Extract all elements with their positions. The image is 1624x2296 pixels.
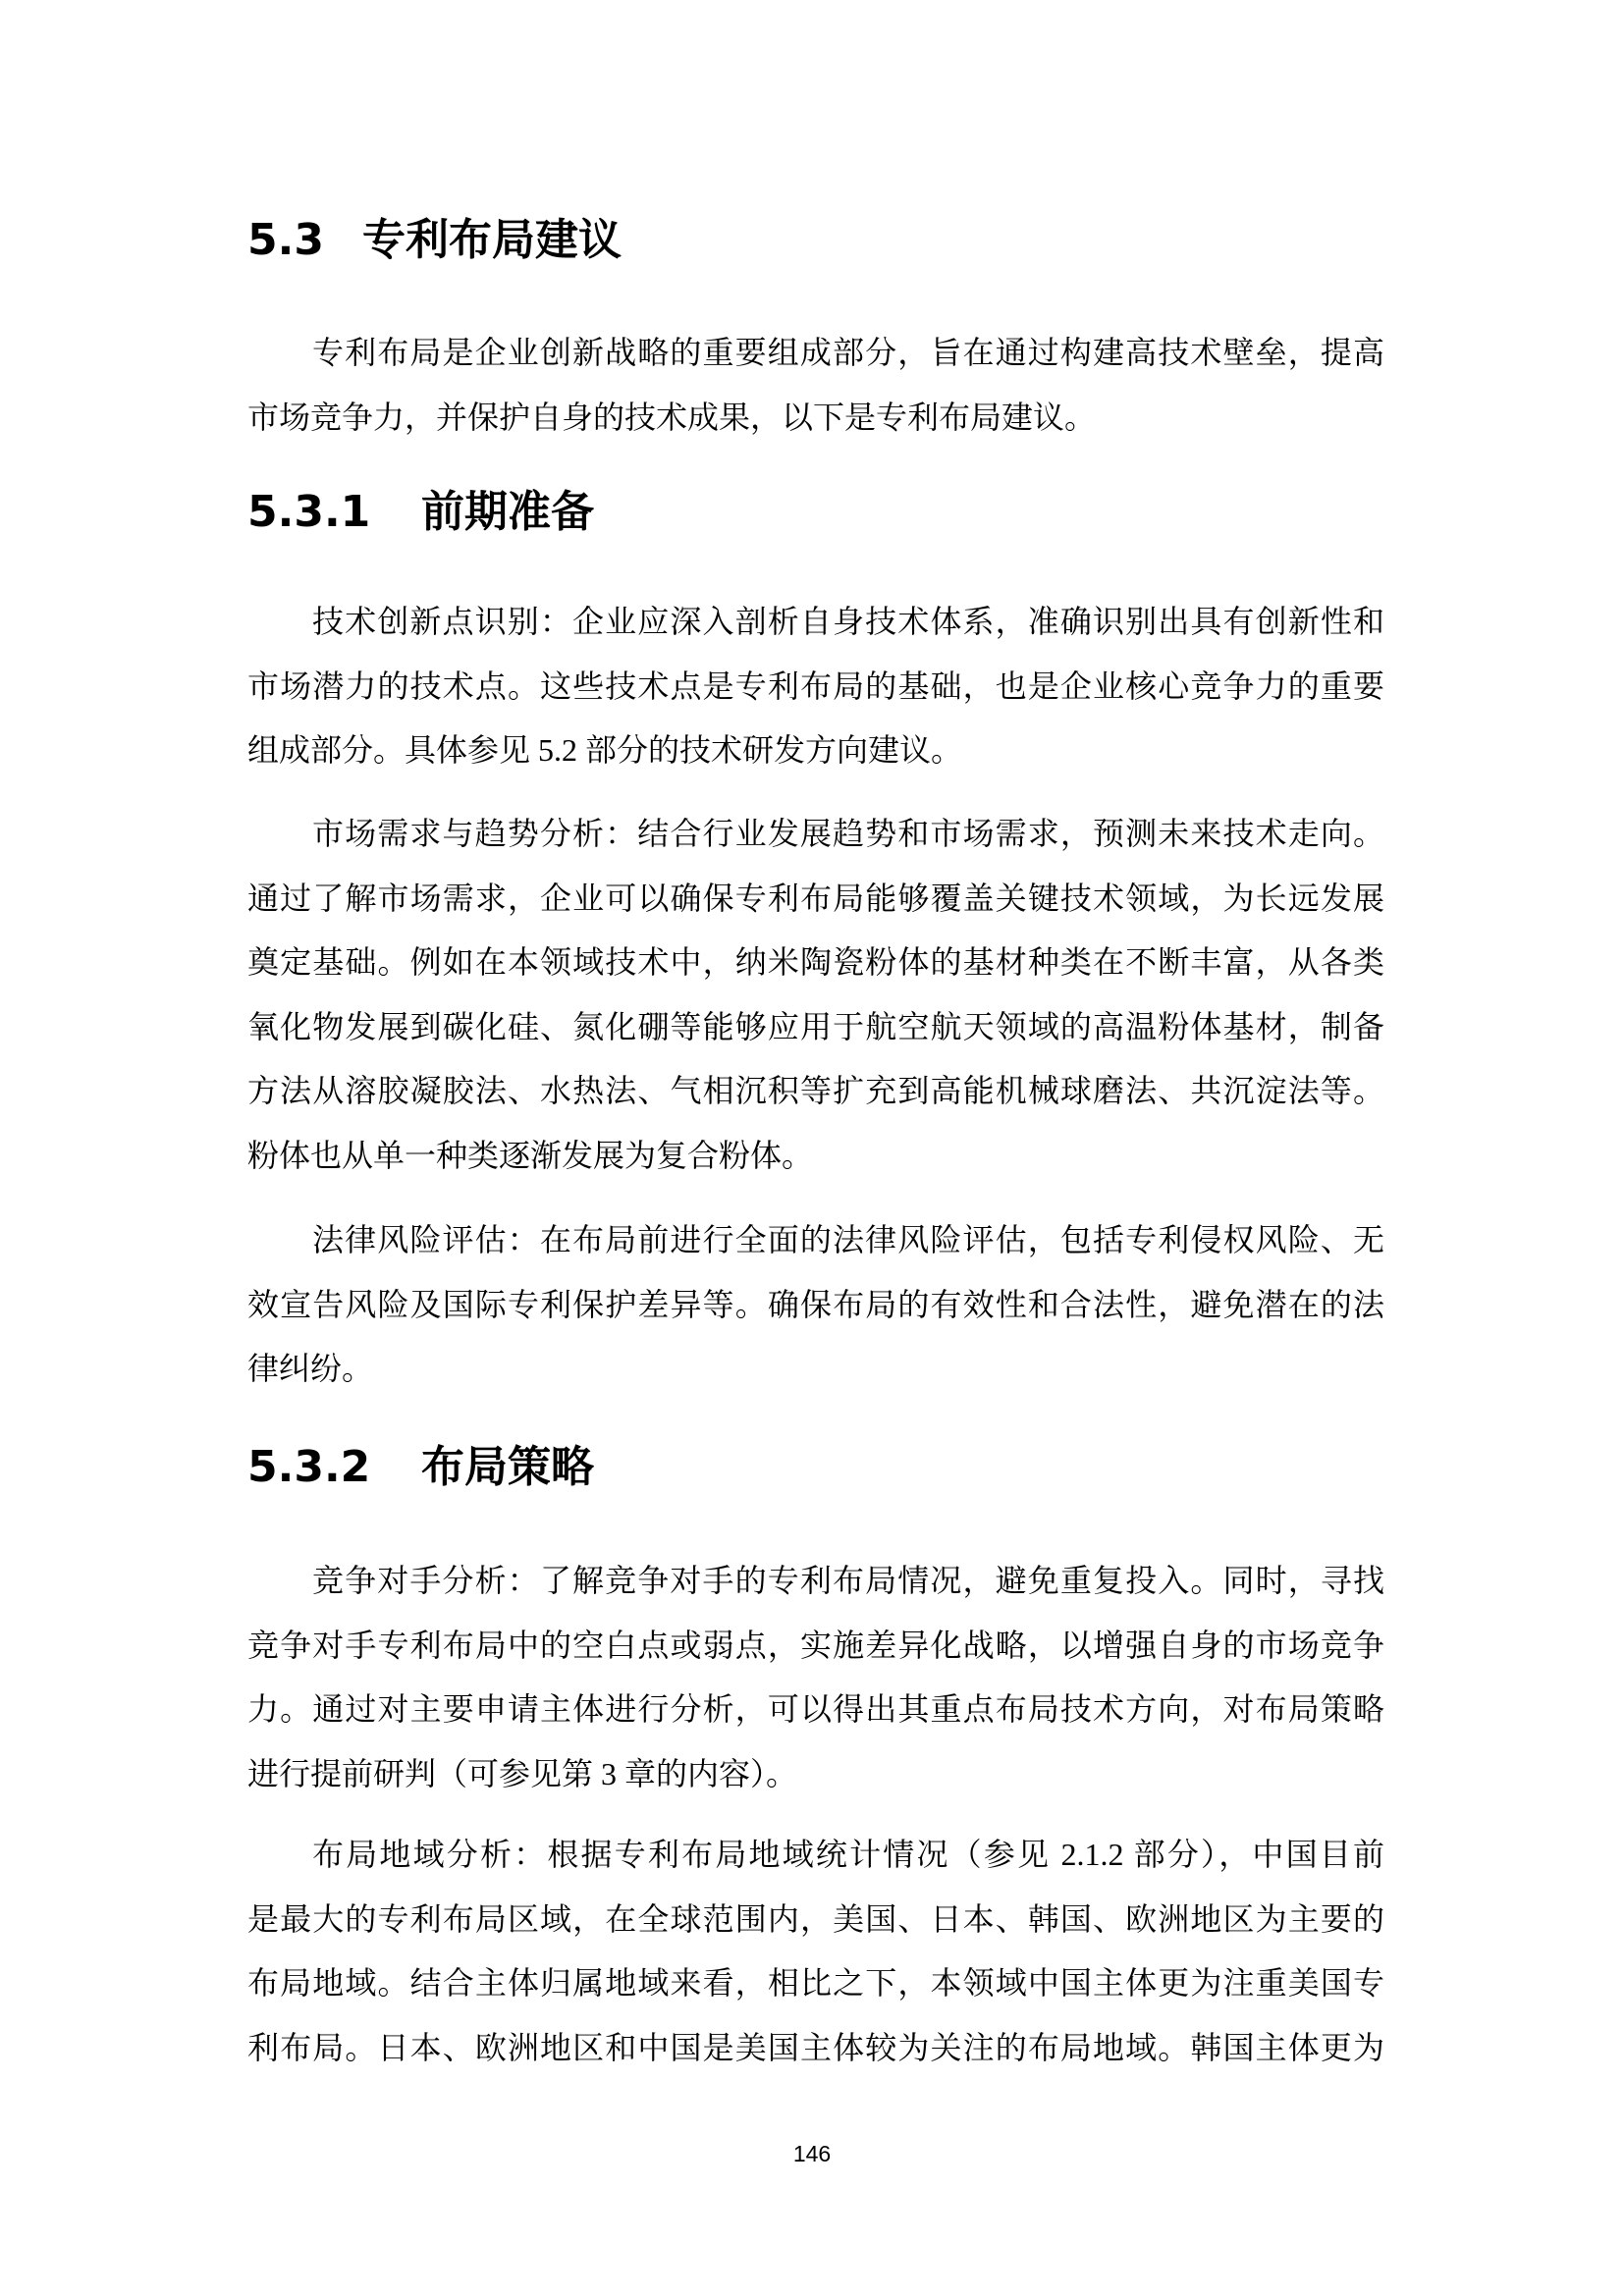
paragraph-line: 力。通过对主要申请主体进行分析，可以得出其重点布局技术方向，对布局策略 (247, 1691, 1384, 1727)
paragraph-line: 法律风险评估：在布局前进行全面的法律风险评估，包括专利侵权风险、无 (312, 1222, 1384, 1257)
paragraph-line: 市场潜力的技术点。这些技术点是专利布局的基础，也是企业核心竞争力的重要 (247, 667, 1384, 704)
paragraph-line: 布局地域分析：根据专利布局地域统计情况（参见 2.1.2 部分），中国目前 (312, 1837, 1384, 1872)
paragraph-market-trend (247, 802, 1384, 1188)
paragraph-line: 利布局。日本、欧洲地区和中国是美国主体较为关注的布局地域。韩国主体更为 (247, 2029, 1384, 2065)
paragraph-line: 竞争对手分析：了解竞争对手的专利布局情况，避免重复投入。同时，寻找 (312, 1563, 1384, 1598)
subsection-title: 布局策略 (421, 1442, 594, 1492)
paragraph-region (247, 1823, 1384, 2080)
paragraph-line: 竞争对手专利布局中的空白点或弱点，实施差异化战略，以增强自身的市场竞争 (247, 1627, 1384, 1663)
paragraph-line: 方法从溶胶凝胶法、水热法、气相沉积等扩充到高能机械球磨法、共沉淀法等。 (247, 1073, 1384, 1108)
paragraph-line: 是最大的专利布局区域，在全球范围内，美国、日本、韩国、欧洲地区为主要的 (247, 1900, 1384, 1937)
paragraph-line: 进行提前研判（可参见第 3 章的内容）。 (247, 1755, 798, 1791)
paragraph-line: 专利布局是企业创新战略的重要组成部分，旨在通过构建高技术壁垒，提高 (312, 335, 1384, 370)
section-number: 5.3 (247, 215, 324, 265)
subsection-title: 前期准备 (421, 487, 594, 537)
page-number: 146 (792, 2141, 832, 2166)
paragraph-line: 氧化物发展到碳化硅、氮化硼等能够应用于航空航天领域的高温粉体基材，制备 (247, 1008, 1384, 1044)
subsection-number: 5.3.1 (247, 487, 371, 537)
paragraph-tech-innovation (247, 590, 1384, 783)
paragraph-line: 市场竞争力，并保护自身的技术成果，以下是专利布局建议。 (247, 399, 1097, 435)
paragraph-line: 通过了解市场需求，企业可以确保专利布局能够覆盖关键技术领域，为长远发展 (247, 880, 1384, 916)
paragraph-intro (247, 321, 1384, 450)
paragraph-legal-risk (247, 1208, 1384, 1402)
section-title: 专利布局建议 (362, 215, 622, 265)
paragraph-line: 组成部分。具体参见 5.2 部分的技术研发方向建议。 (247, 732, 963, 768)
paragraph-line: 粉体也从单一种类逐渐发展为复合粉体。 (247, 1137, 814, 1173)
paragraph-competitor (247, 1549, 1384, 1806)
paragraph-line: 技术创新点识别：企业应深入剖析自身技术体系，准确识别出具有创新性和 (312, 604, 1384, 639)
paragraph-line: 效宣告风险及国际专利保护差异等。确保布局的有效性和合法性，避免潜在的法 (247, 1286, 1384, 1322)
subsection-number: 5.3.2 (247, 1442, 371, 1492)
paragraph-line: 奠定基础。例如在本领域技术中，纳米陶瓷粉体的基材种类在不断丰富，从各类 (247, 944, 1384, 980)
paragraph-line: 市场需求与趋势分析：结合行业发展趋势和市场需求，预测未来技术走向。 (312, 816, 1384, 851)
paragraph-line: 律纠纷。 (247, 1351, 374, 1386)
paragraph-line: 布局地域。结合主体归属地域来看，相比之下，本领域中国主体更为注重美国专 (247, 1965, 1384, 2001)
